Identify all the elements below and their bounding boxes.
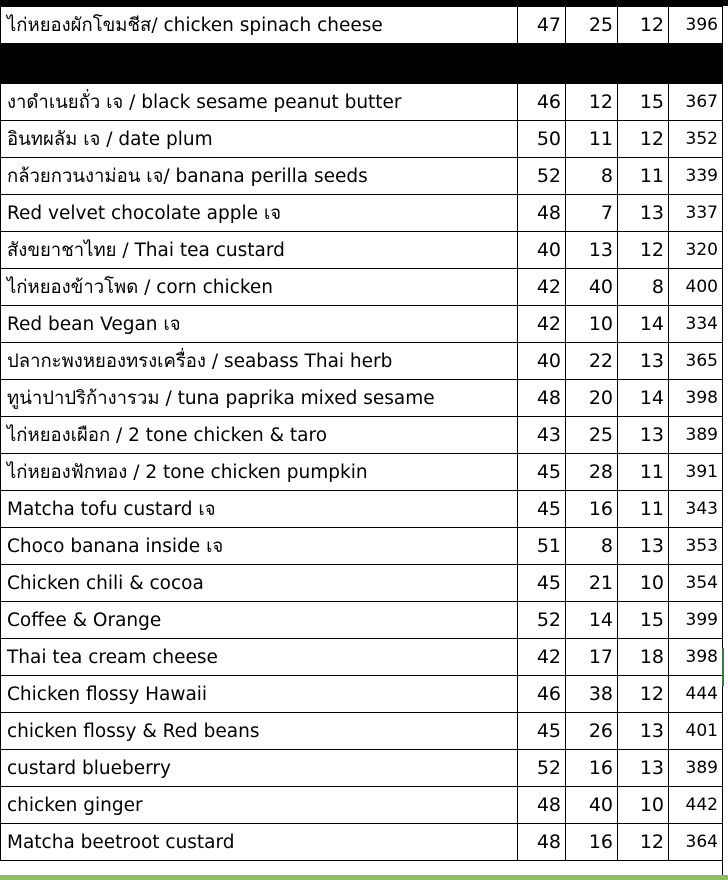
value-cell-2[interactable]: 8 xyxy=(566,158,618,195)
value-cell-2[interactable]: 16 xyxy=(566,491,618,528)
value-cell-4[interactable]: 320 xyxy=(669,232,723,269)
value-cell-3[interactable]: 12 xyxy=(618,232,669,269)
value-cell-2[interactable]: 26 xyxy=(566,713,618,750)
item-name-cell[interactable]: ทูน่าปาปริก้างารวม / tuna paprika mixed sesame xyxy=(1,380,518,417)
value-cell-1[interactable]: 48 xyxy=(518,195,566,232)
value-cell-3[interactable]: 13 xyxy=(618,750,669,787)
value-cell-1[interactable]: 40 xyxy=(518,232,566,269)
item-name-cell[interactable]: chicken flossy & Red beans xyxy=(1,713,518,750)
table-row xyxy=(1,787,723,824)
value-cell-2[interactable]: 10 xyxy=(566,306,618,343)
sheet-right-edge xyxy=(722,6,728,875)
table-row xyxy=(1,676,723,713)
value-cell-3[interactable]: 13 xyxy=(618,195,669,232)
value-cell-1[interactable]: 45 xyxy=(518,491,566,528)
item-name-cell[interactable]: chicken ginger xyxy=(1,787,518,824)
value-cell-3[interactable]: 18 xyxy=(618,639,669,676)
item-name-cell[interactable]: Coffee & Orange xyxy=(1,602,518,639)
item-name-cell[interactable]: Red velvet chocolate apple เจ xyxy=(1,195,518,232)
value-cell-3[interactable]: 11 xyxy=(618,491,669,528)
value-cell-2[interactable]: 11 xyxy=(566,121,618,158)
value-cell-1[interactable]: 51 xyxy=(518,528,566,565)
value-cell-1[interactable]: 48 xyxy=(518,824,566,861)
table-row xyxy=(1,380,723,417)
item-name-cell[interactable]: custard blueberry xyxy=(1,750,518,787)
item-name-cell[interactable]: กล้วยกวนงาม่อน เจ/ banana perilla seeds xyxy=(1,158,518,195)
value-cell-1[interactable]: 43 xyxy=(518,417,566,454)
value-cell-2[interactable]: 7 xyxy=(566,195,618,232)
value-cell-1[interactable]: 48 xyxy=(518,787,566,824)
table-row xyxy=(1,306,723,343)
table-row xyxy=(1,232,723,269)
value-cell-4[interactable]: 396 xyxy=(669,7,723,44)
item-name-cell[interactable]: Matcha beetroot custard xyxy=(1,824,518,861)
table-row xyxy=(1,7,723,44)
value-cell-4[interactable]: 364 xyxy=(669,824,723,861)
value-cell-1[interactable]: 48 xyxy=(518,380,566,417)
value-cell-2[interactable]: 17 xyxy=(566,639,618,676)
table-row xyxy=(1,195,723,232)
table-row xyxy=(1,565,723,602)
table-row xyxy=(1,491,723,528)
separator-row xyxy=(1,44,723,84)
value-cell-1[interactable]: 45 xyxy=(518,713,566,750)
item-name-cell[interactable]: Chicken flossy Hawaii xyxy=(1,676,518,713)
item-name-cell[interactable]: ไก่หยองข้าวโพด / corn chicken xyxy=(1,269,518,306)
value-cell-4[interactable]: 354 xyxy=(669,565,723,602)
value-cell-4[interactable]: 399 xyxy=(669,602,723,639)
table-row xyxy=(1,121,723,158)
value-cell-3[interactable]: 8 xyxy=(618,269,669,306)
table-row xyxy=(1,528,723,565)
value-cell-2[interactable]: 38 xyxy=(566,676,618,713)
value-cell-2[interactable]: 28 xyxy=(566,454,618,491)
value-cell-2[interactable]: 14 xyxy=(566,602,618,639)
value-cell-2[interactable]: 20 xyxy=(566,380,618,417)
value-cell-2[interactable]: 16 xyxy=(566,750,618,787)
value-cell-4[interactable]: 444 xyxy=(669,676,723,713)
value-cell-1[interactable]: 47 xyxy=(518,7,566,44)
value-cell-3[interactable]: 14 xyxy=(618,380,669,417)
value-cell-2[interactable]: 13 xyxy=(566,232,618,269)
selected-cell-marker xyxy=(722,648,724,686)
item-name-cell[interactable]: ไก่หยองผักโขมชีส/ chicken spinach cheese xyxy=(1,7,518,44)
item-name-cell[interactable]: Choco banana inside เจ xyxy=(1,528,518,565)
value-cell-1[interactable]: 52 xyxy=(518,158,566,195)
item-name-cell[interactable]: สังขยาชาไทย / Thai tea custard xyxy=(1,232,518,269)
value-cell-3[interactable]: 12 xyxy=(618,7,669,44)
value-cell-3[interactable]: 10 xyxy=(618,787,669,824)
table-row xyxy=(1,84,723,121)
value-cell-3[interactable]: 13 xyxy=(618,417,669,454)
value-cell-4[interactable]: 401 xyxy=(669,713,723,750)
value-cell-4[interactable]: 337 xyxy=(669,195,723,232)
value-cell-4[interactable]: 365 xyxy=(669,343,723,380)
value-cell-3[interactable]: 11 xyxy=(618,158,669,195)
table-row xyxy=(1,639,723,676)
nutrition-table xyxy=(0,6,723,861)
table-row xyxy=(1,417,723,454)
value-cell-1[interactable]: 45 xyxy=(518,454,566,491)
value-cell-4[interactable]: 398 xyxy=(669,380,723,417)
value-cell-2[interactable]: 25 xyxy=(566,7,618,44)
value-cell-4[interactable]: 353 xyxy=(669,528,723,565)
value-cell-4[interactable]: 389 xyxy=(669,417,723,454)
value-cell-3[interactable]: 13 xyxy=(618,528,669,565)
value-cell-3[interactable]: 12 xyxy=(618,676,669,713)
item-name-cell[interactable]: งาดำเนยถั่ว เจ / black sesame peanut butter xyxy=(1,84,518,121)
item-name-cell[interactable]: ไก่หยองฟักทอง / 2 tone chicken pumpkin xyxy=(1,454,518,491)
value-cell-1[interactable]: 50 xyxy=(518,121,566,158)
value-cell-4[interactable]: 442 xyxy=(669,787,723,824)
table-row xyxy=(1,454,723,491)
value-cell-4[interactable]: 367 xyxy=(669,84,723,121)
value-cell-1[interactable]: 46 xyxy=(518,84,566,121)
value-cell-4[interactable]: 334 xyxy=(669,306,723,343)
item-name-cell[interactable]: Matcha tofu custard เจ xyxy=(1,491,518,528)
value-cell-3[interactable]: 15 xyxy=(618,84,669,121)
value-cell-2[interactable]: 8 xyxy=(566,528,618,565)
bottom-border-strip xyxy=(0,875,728,880)
value-cell-2[interactable]: 22 xyxy=(566,343,618,380)
value-cell-1[interactable]: 52 xyxy=(518,750,566,787)
value-cell-4[interactable]: 343 xyxy=(669,491,723,528)
item-name-cell[interactable]: อินทผลัม เจ / date plum xyxy=(1,121,518,158)
table-row xyxy=(1,269,723,306)
value-cell-2[interactable]: 25 xyxy=(566,417,618,454)
table-row xyxy=(1,824,723,861)
value-cell-1[interactable]: 42 xyxy=(518,639,566,676)
value-cell-2[interactable]: 12 xyxy=(566,84,618,121)
item-name-cell[interactable]: Thai tea cream cheese xyxy=(1,639,518,676)
value-cell-2[interactable]: 40 xyxy=(566,787,618,824)
value-cell-2[interactable]: 40 xyxy=(566,269,618,306)
value-cell-3[interactable]: 12 xyxy=(618,824,669,861)
value-cell-1[interactable]: 42 xyxy=(518,269,566,306)
value-cell-4[interactable]: 398 xyxy=(669,639,723,676)
item-name-cell[interactable]: Red bean Vegan เจ xyxy=(1,306,518,343)
table-row xyxy=(1,343,723,380)
value-cell-2[interactable]: 21 xyxy=(566,565,618,602)
table-body xyxy=(1,7,723,861)
value-cell-3[interactable]: 13 xyxy=(618,713,669,750)
table-row xyxy=(1,602,723,639)
value-cell-2[interactable]: 16 xyxy=(566,824,618,861)
item-name-cell[interactable]: Chicken chili & cocoa xyxy=(1,565,518,602)
value-cell-1[interactable]: 52 xyxy=(518,602,566,639)
value-cell-3[interactable]: 10 xyxy=(618,565,669,602)
value-cell-1[interactable]: 45 xyxy=(518,565,566,602)
value-cell-1[interactable]: 42 xyxy=(518,306,566,343)
value-cell-3[interactable]: 11 xyxy=(618,454,669,491)
table-row xyxy=(1,713,723,750)
table-row xyxy=(1,750,723,787)
value-cell-4[interactable]: 389 xyxy=(669,750,723,787)
separator-band xyxy=(1,44,723,84)
value-cell-4[interactable]: 400 xyxy=(669,269,723,306)
value-cell-3[interactable]: 13 xyxy=(618,343,669,380)
value-cell-3[interactable]: 12 xyxy=(618,121,669,158)
value-cell-4[interactable]: 391 xyxy=(669,454,723,491)
table-row xyxy=(1,158,723,195)
value-cell-1[interactable]: 40 xyxy=(518,343,566,380)
value-cell-4[interactable]: 352 xyxy=(669,121,723,158)
item-name-cell[interactable]: ไก่หยองเผือก / 2 tone chicken & taro xyxy=(1,417,518,454)
item-name-cell[interactable]: ปลากะพงหยองทรงเครื่อง / seabass Thai herb xyxy=(1,343,518,380)
value-cell-3[interactable]: 15 xyxy=(618,602,669,639)
value-cell-1[interactable]: 46 xyxy=(518,676,566,713)
value-cell-4[interactable]: 339 xyxy=(669,158,723,195)
value-cell-3[interactable]: 14 xyxy=(618,306,669,343)
